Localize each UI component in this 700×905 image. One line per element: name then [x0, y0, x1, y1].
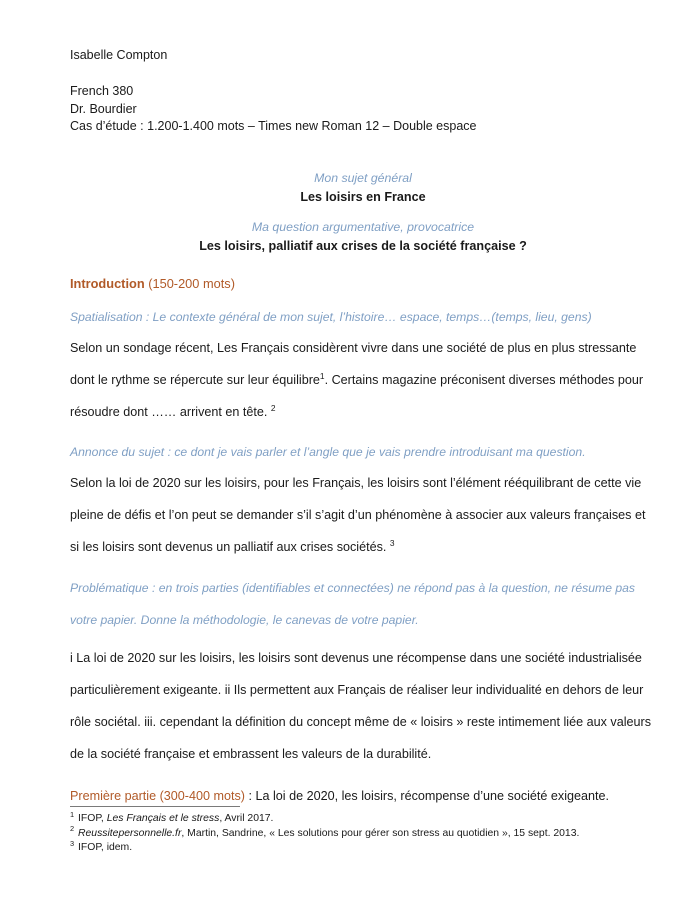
prompt-annonce-du-sujet: Annonce du sujet : ce dont je vais parler et l’angle que je vais prendre introduisant ma question. [70, 444, 586, 459]
footnote-1-marker: 1 [70, 809, 75, 819]
prompt-question-argumentative: Ma question argumentative, provocatrice [251, 219, 475, 234]
prompt-sujet-general: Mon sujet général [314, 170, 412, 185]
footnotes-section [70, 806, 670, 856]
footnote-3-marker: 3 [70, 838, 75, 848]
footnote-3 [70, 838, 670, 856]
course-line: French 380 [70, 84, 134, 98]
footnote-ref-3: 3 [389, 537, 395, 548]
footnote-2-source: Reussitepersonnelle.fr [78, 827, 182, 839]
footnote-1-title: Les Français et le stress [106, 813, 220, 824]
premiere-partie-summary: : La loi de 2020, les loisirs, récompense d’une société exigeante. [245, 788, 610, 803]
research-question: Les loisirs, palliatif aux crises de la société française ? [199, 238, 527, 253]
author-name: Isabelle Compton [70, 48, 168, 62]
paragraph-1-text-a: Selon un sondage récent, Les Français considèrent vivre dans une société de plus en plus stressante dont le rythme se répercute sur leur équilibre [70, 340, 637, 387]
title-block [70, 169, 656, 256]
footnote-1 [70, 809, 670, 827]
introduction-heading [70, 275, 656, 293]
instructor-line: Dr. Bourdier [70, 101, 137, 116]
document-body [70, 47, 656, 805]
paragraph-annonce [70, 467, 656, 563]
prompt-problematique: Problématique : en trois parties (identifiables et connectées) ne répond pas à la question, ne résume pas votre papier. Donne la méthodologie, le canevas de votre papier. [70, 580, 636, 627]
topic-title: Les loisirs en France [300, 189, 426, 204]
prompt-spatialisation: Spatialisation : Le contexte général de mon sujet, l’histoire… espace, temps…(temps, lieu, gens) [70, 309, 592, 324]
footnote-2-marker: 2 [70, 824, 75, 834]
footnote-ref-1: 1 [319, 370, 325, 381]
footnote-1-text-before: IFOP, [75, 813, 107, 824]
premiere-partie-wordcount: (300-400 mots) [156, 788, 245, 803]
paragraph-1-text-b: . Certains magazine préconisent diverses méthodes pour résoudre dont …… arrivent en tête. [70, 372, 644, 419]
introduction-wordcount: (150-200 mots) [144, 275, 235, 291]
introduction-heading-label: Introduction [70, 275, 145, 291]
footnote-2 [70, 824, 670, 842]
footnote-separator-rule [70, 806, 240, 807]
footnote-1-text-after: , Avril 2017. [219, 813, 274, 824]
paragraph-spatialisation [70, 332, 656, 428]
footnote-3-text-before: IFOP, idem. [75, 842, 133, 853]
footnote-2-text-after: , Martin, Sandrine, « Les solutions pour gérer son stress au quotidien », 15 sept. 2013. [181, 827, 580, 839]
footnote-ref-2: 2 [270, 402, 276, 413]
paragraph-2-text: Selon la loi de 2020 sur les loisirs, pour les Français, les loisirs sont l’élément rééquilibrant de cette vie pleine de défis et l’on peut se demander s’il s’agit d’un phénomène à associer aux valeurs françaises et si les loisirs sont devenus un palliatif aux crises sociétés. [70, 475, 646, 554]
assignment-spec-line: Cas d’étude : 1.200-1.400 mots – Times new Roman 12 – Double espace [70, 119, 477, 133]
paragraph-problematique: i La loi de 2020 sur les loisirs, les loisirs sont devenus une récompense dans une société industrialisée particulièrement exigeante. ii Ils permettent aux Français de réaliser leur individualité en dehors de leur rôle sociétal. iii. cependant la définition du concept même de « loisirs » reste intimement liée aux valeurs de la société française et embrassent les valeurs de la durabilité. [70, 650, 652, 761]
premiere-partie-label: Première partie [70, 788, 157, 803]
premiere-partie-heading [70, 787, 656, 805]
